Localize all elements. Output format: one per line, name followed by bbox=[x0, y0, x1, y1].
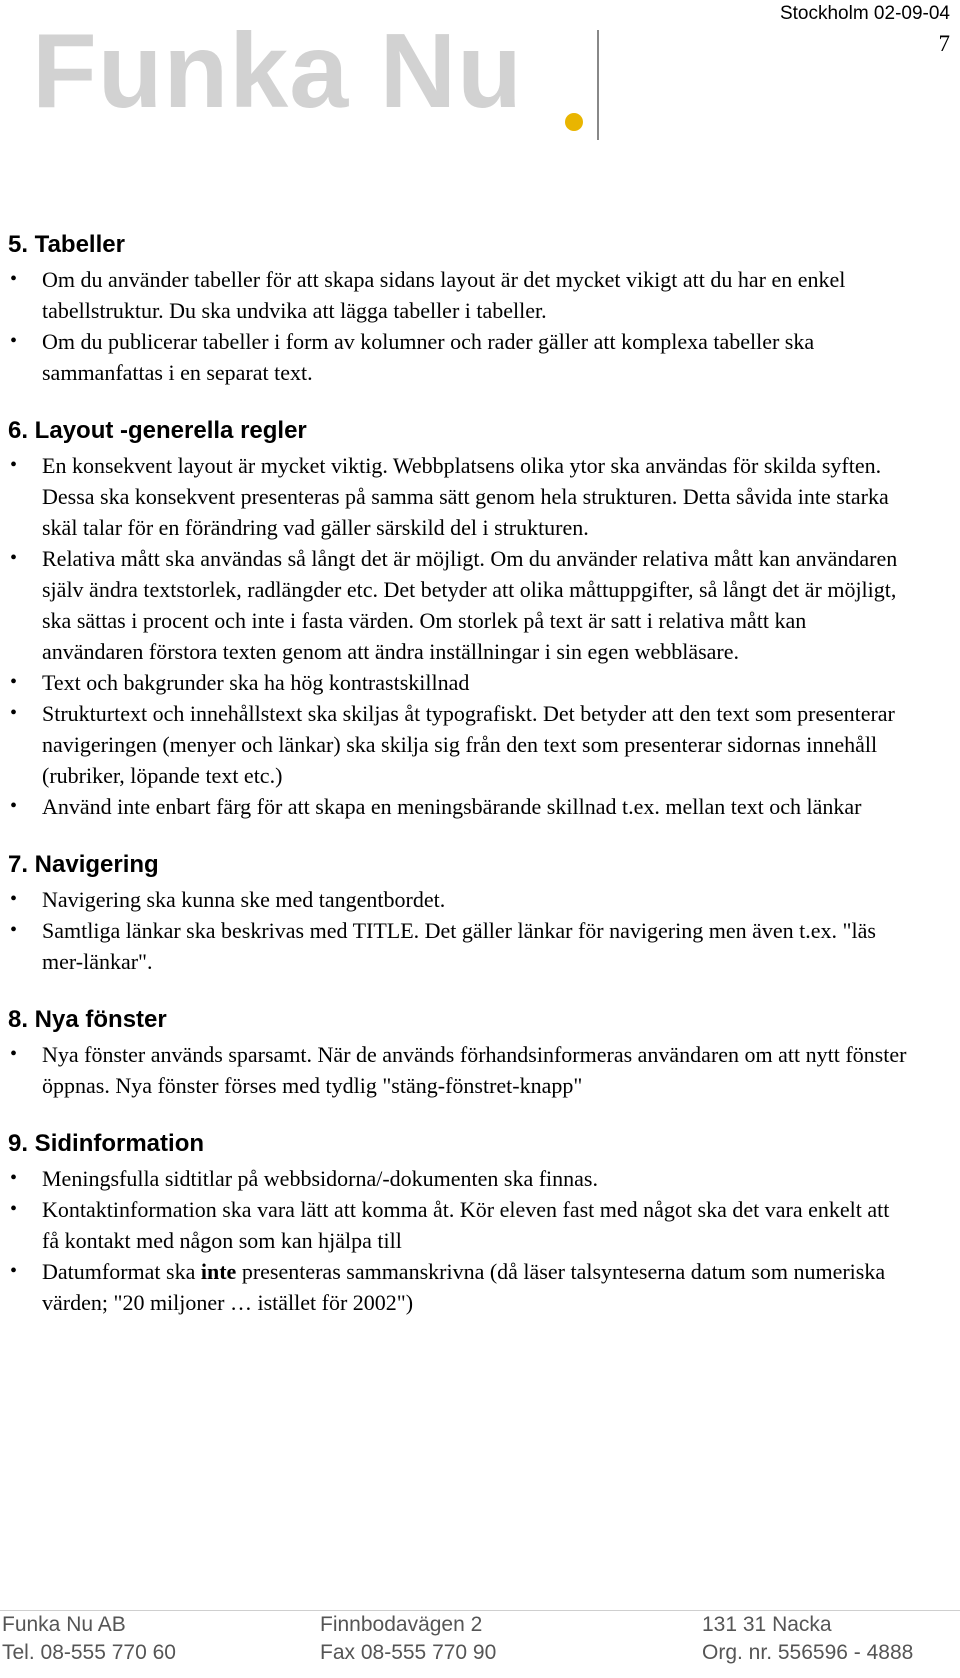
list-item: • Nya fönster används sparsamt. När de används förhandsinformeras användaren om att nytt fönster öppnas. Nya fönster förses med tydlig "stäng-fönstret-knapp" bbox=[8, 1039, 908, 1101]
document-body bbox=[8, 230, 908, 1346]
section-sidinformation bbox=[8, 1129, 908, 1318]
postal-address: 131 31 Nacka bbox=[702, 1613, 832, 1636]
bullet-icon: • bbox=[10, 1167, 18, 1189]
section-navigering bbox=[8, 850, 908, 977]
bullet-icon: • bbox=[10, 795, 18, 817]
section-heading: 8. Nya fönster bbox=[8, 1006, 167, 1033]
list-item: • Strukturtext och innehållstext ska skiljas åt typografiskt. Det betyder att den text som presenterar navigeringen (menyer och länkar) ska skilja sig från den text som presenterar sidornas innehåll (rubriker, löpande text etc.) bbox=[8, 698, 908, 791]
bullet-icon: • bbox=[10, 268, 18, 290]
list-item: • Meningsfulla sidtitlar på webbsidorna/-dokumenten ska finnas. bbox=[8, 1163, 908, 1194]
fax-number: Fax 08-555 770 90 bbox=[320, 1641, 497, 1664]
section-tabeller bbox=[8, 230, 908, 388]
section-heading: 6. Layout -generella regler bbox=[8, 417, 307, 444]
logo-text: Funka Nu bbox=[32, 12, 523, 130]
bullet-icon: • bbox=[10, 454, 18, 476]
emphasis-text: inte bbox=[200, 1259, 237, 1284]
page-number: 7 bbox=[938, 31, 950, 56]
date-line: Stockholm 02-09-04 bbox=[779, 3, 950, 24]
list-item: • En konsekvent layout är mycket viktig. Webbplatsens olika ytor ska användas för skilda syften. Dessa ska konsekvent presenteras på samma sätt genom hela strukturen. Detta såvida inte starka skäl talar för en förändring vad gäller särskild del i strukturen. bbox=[8, 450, 908, 543]
page-footer bbox=[0, 1610, 960, 1667]
bullet-icon: • bbox=[10, 1260, 18, 1282]
bullet-icon: • bbox=[10, 671, 18, 693]
bullet-list bbox=[8, 450, 908, 822]
list-item: • Datumformat ska inte presenteras sammanskrivna (då läser talsynteserna datum som numeriska värden; "20 miljoner … istället för 2002") bbox=[8, 1256, 908, 1318]
bullet-list bbox=[8, 1163, 908, 1318]
bullet-icon: • bbox=[10, 330, 18, 352]
section-layout bbox=[8, 416, 908, 822]
bullet-list bbox=[8, 1039, 908, 1101]
list-item: • Relativa mått ska användas så långt det är möjligt. Om du använder relativa mått kan användaren själv ändra textstorlek, radlängder etc. Det betyder att olika måttuppgifter, så långt det är möjligt, ska sättas i procent och inte i fasta värden. Om storlek på text är satt i relativa mått kan användaren förstora texten genom att ändra inställningar i sin egen webbläsare. bbox=[8, 543, 908, 667]
footer-row bbox=[0, 1611, 960, 1639]
logo-divider bbox=[597, 30, 599, 140]
bullet-icon: • bbox=[10, 1198, 18, 1220]
bullet-list bbox=[8, 884, 908, 977]
list-item: • Om du publicerar tabeller i form av kolumner och rader gäller att komplexa tabeller ska sammanfattas i en separat text. bbox=[8, 326, 908, 388]
list-item: • Navigering ska kunna ske med tangentbordet. bbox=[8, 884, 908, 915]
logo-dot-icon bbox=[565, 113, 583, 131]
section-heading: 5. Tabeller bbox=[8, 231, 125, 258]
phone-number: Tel. 08-555 770 60 bbox=[2, 1641, 176, 1664]
list-item: • Använd inte enbart färg för att skapa en meningsbärande skillnad t.ex. mellan text och länkar bbox=[8, 791, 908, 822]
bullet-icon: • bbox=[10, 888, 18, 910]
org-number: Org. nr. 556596 - 4888 bbox=[702, 1641, 914, 1664]
section-heading: 7. Navigering bbox=[8, 851, 159, 878]
list-item: • Kontaktinformation ska vara lätt att komma åt. Kör eleven fast med något ska det vara enkelt att få kontakt med någon som kan hjälpa till bbox=[8, 1194, 908, 1256]
bullet-icon: • bbox=[10, 1043, 18, 1065]
page-header bbox=[780, 2, 950, 56]
bullet-icon: • bbox=[10, 919, 18, 941]
street-address: Finnbodavägen 2 bbox=[320, 1613, 483, 1636]
section-heading: 9. Sidinformation bbox=[8, 1130, 205, 1157]
bullet-icon: • bbox=[10, 702, 18, 724]
list-item: • Text och bakgrunder ska ha hög kontrastskillnad bbox=[8, 667, 908, 698]
list-item: • Samtliga länkar ska beskrivas med TITLE. Det gäller länkar för navigering men även t.ex. "läs mer-länkar". bbox=[8, 915, 908, 977]
company-name: Funka Nu AB bbox=[2, 1613, 126, 1636]
footer-row bbox=[0, 1639, 960, 1667]
funka-nu-logo bbox=[32, 12, 592, 130]
bullet-list bbox=[8, 264, 908, 388]
bullet-icon: • bbox=[10, 547, 18, 569]
section-nya-fonster bbox=[8, 1005, 908, 1101]
list-item: • Om du använder tabeller för att skapa sidans layout är det mycket vikigt att du har en enkel tabellstruktur. Du ska undvika att lägga tabeller i tabeller. bbox=[8, 264, 908, 326]
